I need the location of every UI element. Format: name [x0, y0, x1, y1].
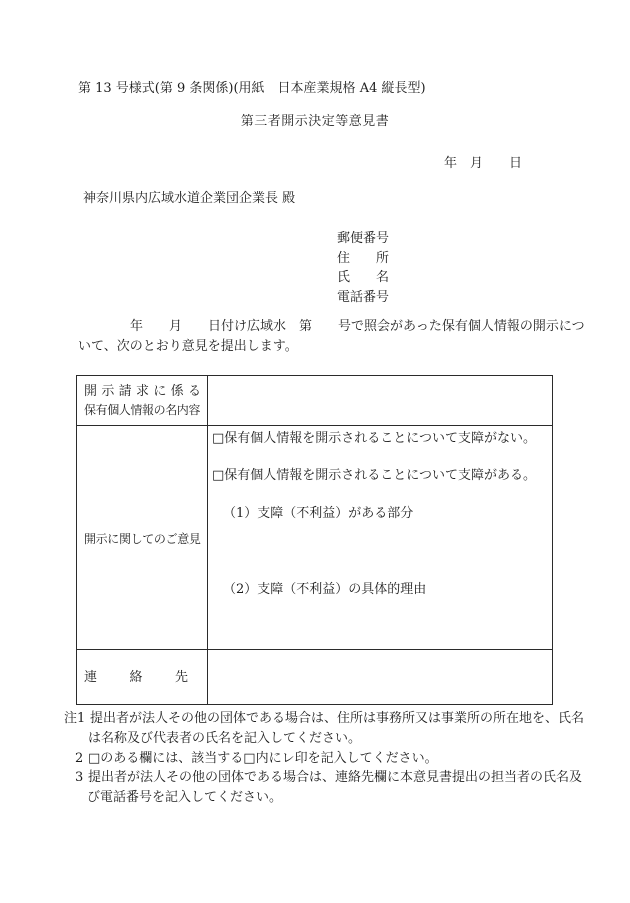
- note3-line1: 提出者が法人その他の団体である場合は、連絡先欄に本意見書提出の担当者の氏名及: [88, 770, 583, 785]
- opinion-section-label: 開示に関してのご意見: [84, 532, 201, 546]
- postal-code-label: 郵便番号: [337, 231, 390, 246]
- opinion-table: [76, 375, 553, 705]
- sender-block: [337, 229, 389, 308]
- objection-reason-heading: （2）支障（不利益）の具体的理由: [223, 582, 427, 597]
- note1-marker: 注1: [64, 711, 86, 726]
- table-row-divider-2: [77, 649, 552, 650]
- checkbox-icon[interactable]: □: [212, 468, 225, 483]
- request-subject-label-line2: 保有個人情報の名内容: [84, 403, 201, 417]
- date-line: 年 月 日: [444, 156, 523, 171]
- note1-line2: は名称及び代表者の氏名を記入してください。: [88, 731, 362, 746]
- request-subject-label-line1: 開 示 請 求 に 係 る: [84, 384, 201, 399]
- option-has-objection: [212, 469, 536, 482]
- note2-marker: 2: [75, 751, 84, 766]
- note3-marker: 3: [75, 770, 84, 785]
- addressee-line: 神奈川県内広域水道企業団企業長 殿: [83, 191, 296, 206]
- option-no-objection-label: 保有個人情報を開示されることについて支障がない。: [224, 431, 537, 446]
- phone-label: 電話番号: [337, 290, 390, 306]
- option-has-objection-label: 保有個人情報を開示されることについて支障がある。: [224, 468, 537, 483]
- address-label: 住 所: [337, 250, 390, 266]
- body-paragraph-line1: 年 月 日付け広域水 第 号で照会があった保有個人情報の開示につ: [78, 319, 585, 334]
- note1-line1: 提出者が法人その他の団体である場合は、住所は事務所又は事業所の所在地を、氏名: [90, 711, 585, 726]
- note3-line2: び電話番号を記入してください。: [87, 790, 283, 805]
- style-number-line: 第 13 号様式(第 9 条関係)(用紙 日本産業規格 A4 縦長型): [78, 81, 426, 96]
- name-label: 氏 名: [337, 270, 390, 286]
- option-no-objection: [212, 432, 536, 445]
- contact-label: 連 絡 先: [84, 670, 188, 685]
- form-title: 第三者開示決定等意見書: [240, 114, 390, 129]
- table-row-divider-1: [77, 425, 552, 426]
- objection-part-heading: （1）支障（不利益）がある部分: [223, 506, 414, 521]
- body-paragraph-line2: いて、次のとおり意見を提出します。: [78, 339, 298, 354]
- note2-text: □のある欄には、該当する□内にレ印を記入してください。: [88, 751, 438, 766]
- checkbox-icon[interactable]: □: [212, 431, 225, 446]
